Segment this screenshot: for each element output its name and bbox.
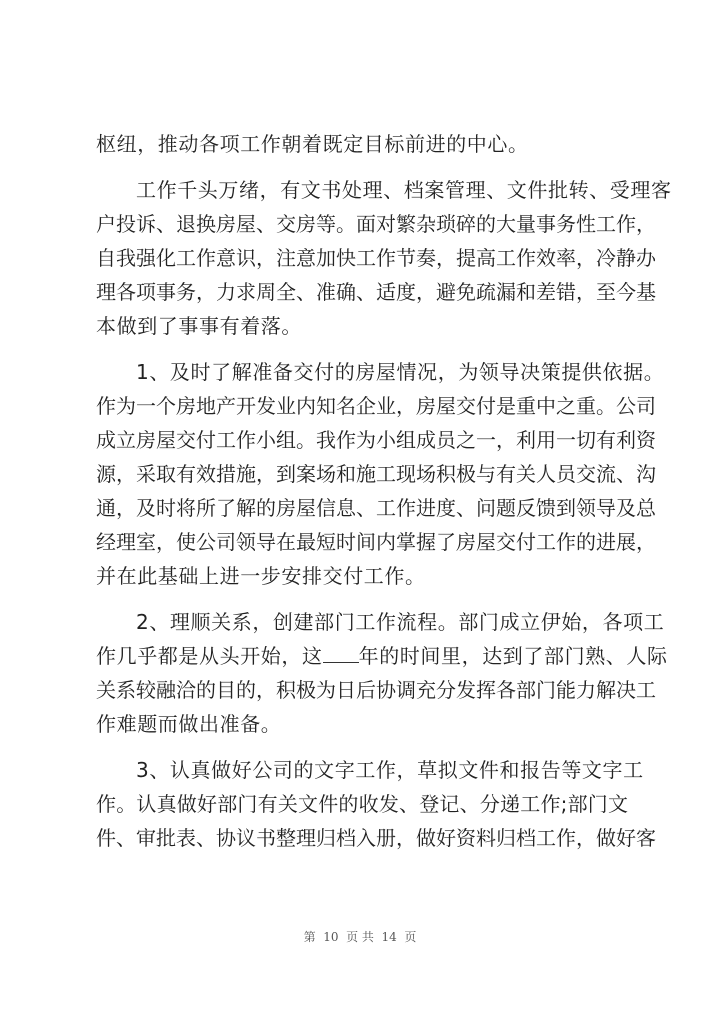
text-line: 作为一个房地产开发业内知名企业，房屋交付是重中之重。公司 bbox=[96, 394, 656, 418]
paragraph-first-line: 2、理顺关系，创建部门工作流程。部门成立伊始，各项工 bbox=[136, 610, 665, 634]
text-line: 关系较融洽的目的，积极为日后协调充分发挥各部门能力解决工 bbox=[96, 678, 656, 702]
text-line: 通，及时将所了解的房屋信息、工作进度、问题反馈到领导及总 bbox=[96, 496, 656, 520]
text-line: 作。认真做好部门有关文件的收发、登记、分递工作;部门文 bbox=[96, 792, 628, 816]
page-footer: 第 10 页 共 14 页 bbox=[303, 930, 417, 944]
text-line: 理各项事务，力求周全、准确、适度，避免疏漏和差错，至今基 bbox=[96, 280, 656, 304]
text-line: 源，采取有效措施，到案场和施工现场积极与有关人员交流、沟 bbox=[96, 462, 656, 486]
text-line: 枢纽，推动各项工作朝着既定目标前进的中心。 bbox=[96, 132, 529, 156]
text-line-with-blank bbox=[96, 644, 668, 668]
text-segment: 年的时间里，达到了部门熟、人际 bbox=[358, 644, 668, 668]
paragraph-first-line: 1、及时了解准备交付的房屋情况，为领导决策提供依据。 bbox=[136, 360, 665, 384]
paragraph-first-line: 3、认真做好公司的文字工作，草拟文件和报告等文字工 bbox=[136, 758, 644, 782]
text-line: 件、审批表、协议书整理归档入册，做好资料归档工作，做好客 bbox=[96, 826, 656, 850]
paragraph-first-line: 工作千头万绪，有文书处理、档案管理、文件批转、受理客 bbox=[136, 178, 672, 202]
text-segment: 作几乎都是从头开始，这 bbox=[96, 644, 323, 668]
fill-in-blank bbox=[323, 644, 359, 663]
text-line: 并在此基础上进一步安排交付工作。 bbox=[96, 564, 426, 588]
text-line: 作难题而做出准备。 bbox=[96, 712, 282, 736]
text-line: 自我强化工作意识，注意加快工作节奏，提高工作效率，冷静办 bbox=[96, 246, 656, 270]
text-line: 成立房屋交付工作小组。我作为小组成员之一，利用一切有利资 bbox=[96, 428, 656, 452]
text-line: 本做到了事事有着落。 bbox=[96, 314, 302, 338]
text-line: 户投诉、退换房屋、交房等。面对繁杂琐碎的大量事务性工作， bbox=[96, 212, 656, 236]
text-line: 经理室，使公司领导在最短时间内掌握了房屋交付工作的进展， bbox=[96, 530, 656, 554]
